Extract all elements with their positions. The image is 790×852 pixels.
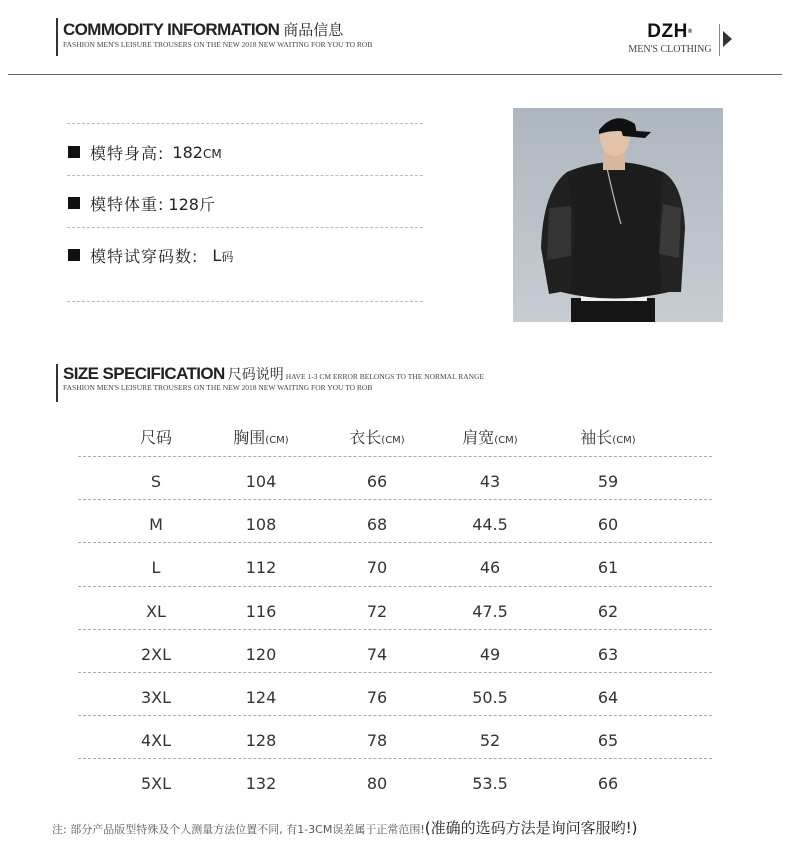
model-weight-value: 128斤	[168, 194, 215, 214]
table-row	[78, 678, 712, 718]
measurement-cell: 68	[366, 515, 388, 535]
measurement-cell: 108	[245, 515, 277, 535]
model-weight-label: 模特体重:	[90, 194, 165, 214]
section-title-size-spec	[63, 364, 484, 384]
brand-block	[620, 22, 720, 55]
table-row	[78, 635, 712, 675]
table-divider	[78, 715, 712, 716]
measurement-cell: 116	[245, 601, 277, 621]
measurement-cell: 46	[479, 558, 501, 578]
measurement-cell: 47.5	[472, 601, 508, 621]
measurement-cell: 52	[479, 731, 501, 751]
title-en: COMMODITY INFORMATION	[63, 20, 280, 39]
measurement-cell: 59	[597, 472, 619, 491]
measurement-cell: 124	[245, 688, 277, 707]
measurement-cell: 64	[597, 688, 619, 707]
info-divider	[67, 227, 423, 228]
footnote	[52, 817, 637, 838]
spec-note: HAVE 1-3 CM ERROR BELONGS TO THE NORMAL RANGE	[285, 372, 485, 381]
size-label-cell: XL	[146, 601, 166, 621]
header-subtitle: FASHION MEN'S LEISURE TROUSERS ON THE NEW 2018 NEW WAITING FOR YOU TO ROB	[63, 40, 373, 49]
arrow-right-icon	[723, 31, 732, 47]
measurement-cell: 66	[597, 774, 619, 794]
brand-subtitle: MEN'S CLOTHING	[628, 44, 712, 55]
table-header-row	[78, 418, 712, 458]
table-row	[78, 764, 712, 804]
table-header-cell: 尺码	[139, 428, 172, 447]
measurement-cell: 120	[245, 644, 277, 664]
brand-divider	[719, 24, 720, 56]
measurement-cell: 74	[366, 644, 388, 664]
model-weight-row	[68, 191, 215, 215]
measurement-cell: 80	[366, 774, 388, 794]
model-size-value: L码	[212, 245, 234, 265]
table-divider	[78, 499, 712, 500]
model-size-label: 模特试穿码数:	[90, 246, 199, 266]
info-divider	[67, 301, 423, 302]
table-row	[78, 505, 712, 545]
measurement-cell: 132	[245, 774, 277, 794]
measurement-cell: 128	[245, 731, 277, 751]
spec-title-en: SIZE SPECIFICATION	[63, 364, 225, 383]
square-bullet-icon	[68, 146, 80, 158]
square-bullet-icon	[68, 249, 80, 261]
footnote-small: 注: 部分产品版型特殊及个人测量方法位置不同, 有1-3CM误差属于正常范围!	[52, 823, 425, 836]
table-header-cell: 衣长(CM)	[349, 428, 405, 447]
measurement-cell: 50.5	[472, 688, 508, 707]
measurement-cell: 43	[479, 472, 501, 491]
measurement-cell: 60	[597, 515, 619, 535]
table-divider	[78, 586, 712, 587]
measurement-cell: 76	[366, 688, 388, 707]
table-header-cell: 胸围(CM)	[233, 428, 289, 447]
size-label-cell: 4XL	[140, 731, 172, 751]
measurement-cell: 104	[245, 472, 277, 491]
measurement-cell: 53.5	[472, 774, 508, 794]
measurement-cell: 66	[366, 472, 388, 491]
title-cn: 商品信息	[283, 22, 344, 39]
table-divider	[78, 456, 712, 457]
model-height-row	[68, 140, 222, 164]
header-accent-bar	[56, 18, 58, 56]
table-row	[78, 548, 712, 588]
size-label-cell: M	[149, 515, 163, 535]
measurement-cell: 78	[366, 731, 388, 751]
measurement-cell: 63	[597, 644, 619, 664]
table-divider	[78, 672, 712, 673]
header	[0, 0, 790, 76]
size-label-cell: L	[151, 558, 161, 578]
info-divider	[67, 123, 423, 124]
footnote-highlight: (准确的选码方法是询问客服哟!)	[424, 819, 638, 837]
header-divider	[8, 74, 782, 75]
table-divider	[78, 758, 712, 759]
table-row	[78, 721, 712, 761]
table-divider	[78, 542, 712, 543]
size-label-cell: 2XL	[140, 644, 172, 664]
measurement-cell: 65	[597, 731, 619, 751]
model-height-label: 模特身高:	[90, 143, 165, 163]
table-header-cell: 肩宽(CM)	[462, 428, 518, 447]
measurement-cell: 49	[479, 644, 501, 664]
table-row	[78, 462, 712, 502]
section-title-commodity	[63, 19, 343, 40]
table-header-cell: 袖长(CM)	[580, 428, 636, 447]
info-divider	[67, 175, 423, 176]
model-size-row	[68, 243, 233, 267]
model-height-value: 182CM	[172, 142, 222, 162]
measurement-cell: 72	[366, 601, 388, 621]
size-label-cell: 5XL	[140, 774, 172, 794]
measurement-cell: 61	[597, 558, 619, 578]
size-label-cell: 3XL	[140, 688, 172, 707]
measurement-cell: 70	[366, 558, 388, 578]
measurement-cell: 62	[597, 601, 619, 621]
measurement-cell: 44.5	[472, 515, 508, 535]
registered-mark: ®	[687, 29, 693, 35]
spec-title-cn: 尺码说明	[227, 366, 284, 382]
spec-subtitle: FASHION MEN'S LEISURE TROUSERS ON THE NEW 2018 NEW WAITING FOR YOU TO ROB	[63, 383, 373, 392]
table-row	[78, 592, 712, 632]
spec-accent-bar	[56, 364, 58, 402]
square-bullet-icon	[68, 197, 80, 209]
measurement-cell: 112	[245, 558, 277, 578]
brand-logo: DZH®	[647, 21, 693, 42]
size-label-cell: S	[150, 472, 162, 491]
table-divider	[78, 629, 712, 630]
model-photo	[513, 108, 723, 322]
